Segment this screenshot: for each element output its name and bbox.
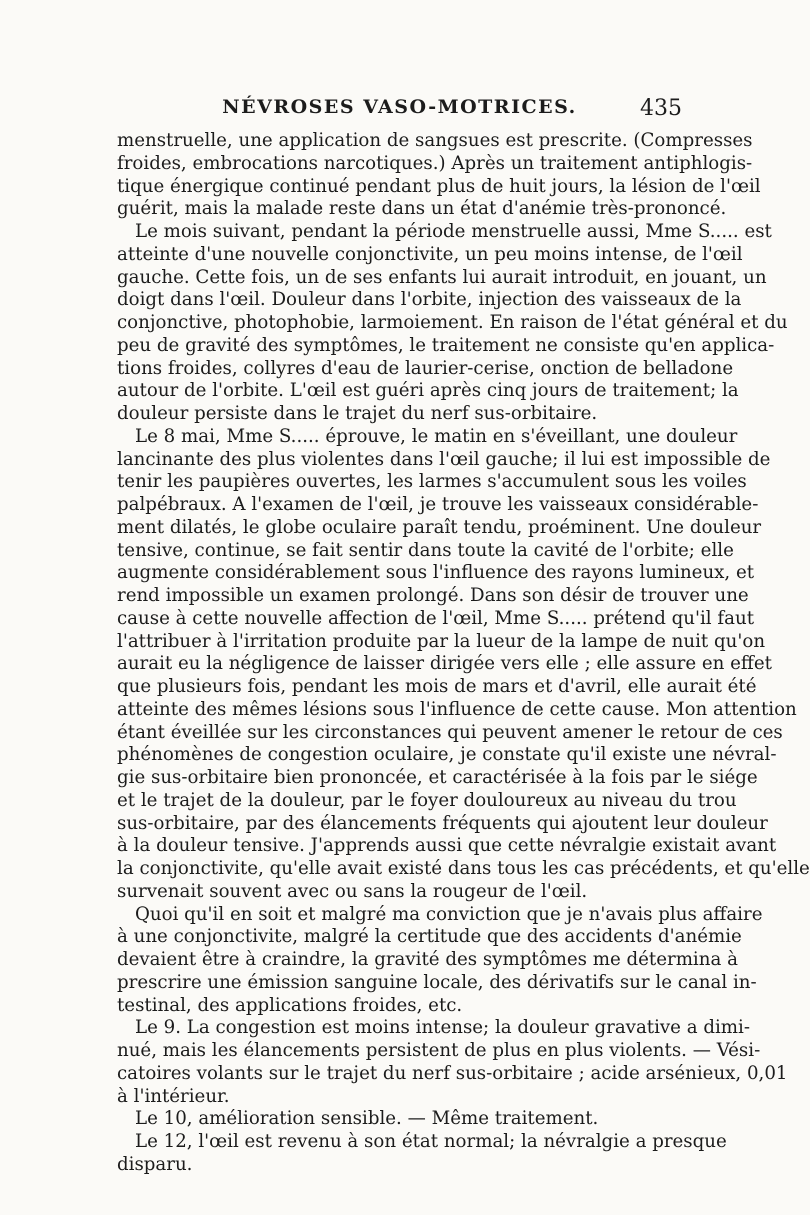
text-line: tions froides, collyres d'eau de laurier-cerise, onction de belladone [117,357,734,379]
text-line: Quoi qu'il en soit et malgré ma conviction que je n'avais plus affaire [135,903,763,925]
text-line: phénomènes de congestion oculaire, je constate qu'il existe une névral- [117,744,777,766]
text-line: doigt dans l'œil. Douleur dans l'orbite, injection des vaisseaux de la [117,289,742,311]
text-line: lancinante des plus violentes dans l'œil gauche; il lui est impossible de [117,448,771,470]
text-line: que plusieurs fois, pendant les mois de mars et d'avril, elle aurait été [117,676,757,697]
text-line: Le 12, l'œil est revenu à son état normal; la névralgie a presque [135,1131,727,1152]
text-line: gie sus-orbitaire bien prononcée, et caractérisée à la fois par le siége [117,767,758,788]
text-line: Le mois suivant, pendant la période menstruelle aussi, Mme S..... est [135,221,772,242]
text-line: disparu. [117,1153,193,1175]
text-line: ment dilatés, le globe oculaire paraît tendu, proéminent. Une douleur [117,516,762,538]
text-line: et le trajet de la douleur, par le foyer douloureux au niveau du trou [117,789,737,811]
body-text [117,130,810,1177]
text-line: guérit, mais la malade reste dans un état d'anémie très-prononcé. [117,198,727,220]
text-line: conjonctive, photophobie, larmoiement. En raison de l'état général et du [117,312,788,333]
text-line: étant éveillée sur les circonstances qui peuvent amener le retour de ces [117,721,783,743]
text-line: à une conjonctivite, malgré la certitude que des accidents d'anémie [117,926,742,948]
text-line: tensive, continue, se fait sentir dans toute la cavité de l'orbite; elle [117,539,734,561]
text-line: atteinte d'une nouvelle conjonctivite, un peu moins intense, de l'œil [117,243,743,265]
text-line: cause à cette nouvelle affection de l'œil, Mme S..... prétend qu'il faut [117,607,755,629]
page-header [117,96,682,126]
text-line: Le 10, amélioration sensible. — Même traitement. [135,1108,599,1130]
text-line: rend impossible un examen prolongé. Dans son désir de trouver une [117,585,749,606]
text-line: prescrire une émission sanguine locale, des dérivatifs sur le canal in- [117,971,757,993]
text-line: testinal, des applications froides, etc. [117,994,463,1016]
text-line: tenir les paupières ouvertes, les larmes s'accumulent sous les voiles [117,471,747,493]
text-line: à la douleur tensive. J'apprends aussi que cette névralgie existait avant [117,835,777,857]
text-line: tique énergique continué pendant plus de huit jours, la lésion de l'œil [117,175,761,197]
text-line: froides, embrocations narcotiques.) Après un traitement antiphlogis- [117,152,753,174]
text-line: survenait souvent avec ou sans la rougeur de l'œil. [117,880,588,902]
text-line: catoires volants sur le trajet du nerf sus-orbitaire ; acide arsénieux, 0,01 [117,1062,788,1084]
text-line: douleur persiste dans le trajet du nerf sus-orbitaire. [117,403,598,424]
text-line: nué, mais les élancements persistent de plus en plus violents. — Vési- [117,1040,761,1061]
text-line: Le 8 mai, Mme S..... éprouve, le matin en s'éveillant, une douleur [135,425,738,447]
text-line: menstruelle, une application de sangsues est prescrite. (Compresses [117,130,753,151]
text-line: augmente considérablement sous l'influence des rayons lumineux, et [117,562,755,584]
text-line: atteinte des mêmes lésions sous l'influence de cette cause. Mon attention [117,698,797,720]
text-line: autour de l'orbite. L'œil est guéri après cinq jours de traitement; la [117,380,739,402]
text-line: gauche. Cette fois, un de ses enfants lui aurait introduit, en jouant, un [117,266,767,288]
text-line: sus-orbitaire, par des élancements fréquents qui ajoutent leur douleur [117,812,768,834]
text-line: la conjonctivite, qu'elle avait existé dans tous les cas précédents, et qu'elle [117,858,810,879]
text-line: palpébraux. A l'examen de l'œil, je trouve les vaisseaux considérable- [117,494,759,515]
text-line: peu de gravité des symptômes, le traitement ne consiste qu'en applica- [117,334,775,356]
text-line: aurait eu la négligence de laisser dirigée vers elle ; elle assure en effet [117,653,772,675]
page-number: 435 [640,96,682,121]
text-line: à l'intérieur. [117,1085,230,1107]
text-line: devaient être à craindre, la gravité des symptômes me détermina à [117,949,738,970]
running-title: NÉVROSES VASO-MOTRICES. [222,96,577,118]
text-line: Le 9. La congestion est moins intense; la douleur gravative a dimi- [135,1017,751,1039]
text-line: l'attribuer à l'irritation produite par la lueur de la lampe de nuit qu'on [117,630,766,652]
